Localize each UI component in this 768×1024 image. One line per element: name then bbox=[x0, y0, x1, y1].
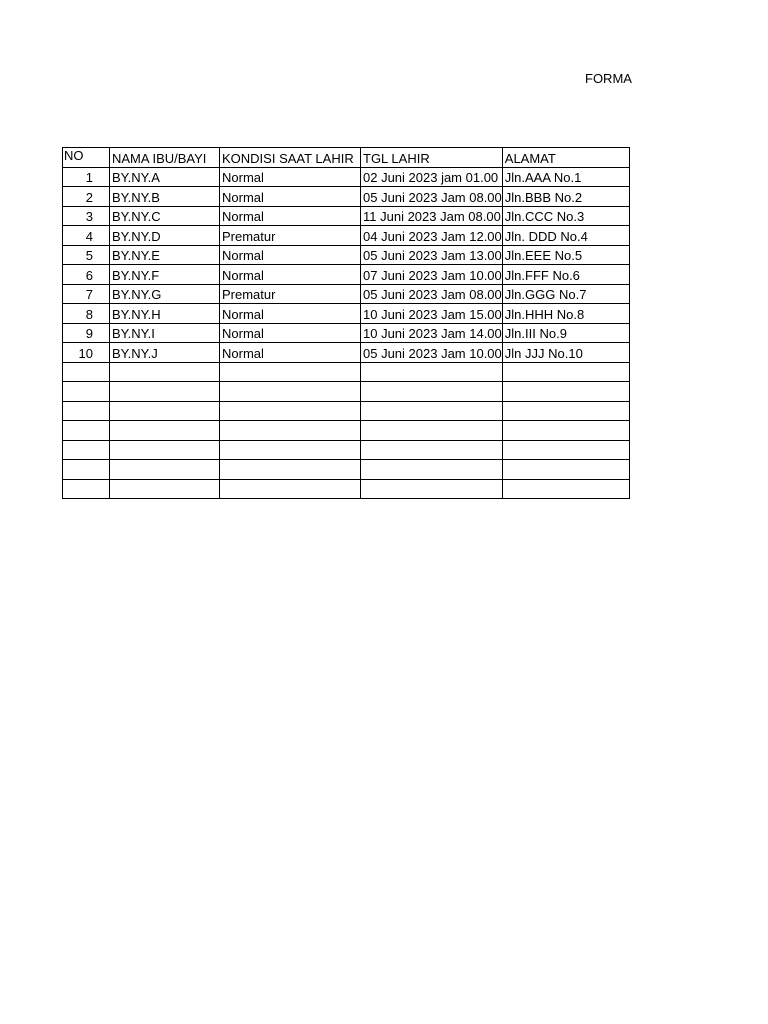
table-row bbox=[63, 265, 630, 285]
cell-kondisi bbox=[220, 401, 361, 421]
cell-kondisi: Normal bbox=[220, 323, 361, 343]
table-row bbox=[63, 226, 630, 246]
cell-tgl-lahir bbox=[361, 401, 503, 421]
cell-alamat: Jln.CCC No.3 bbox=[502, 206, 629, 226]
cell-tgl-lahir: 07 Juni 2023 Jam 10.00 bbox=[361, 265, 503, 285]
cell-no: 4 bbox=[63, 226, 110, 246]
cell-nama: BY.NY.C bbox=[110, 206, 220, 226]
cell-alamat bbox=[502, 421, 629, 441]
cell-nama: BY.NY.H bbox=[110, 304, 220, 324]
table-row bbox=[63, 187, 630, 207]
cell-kondisi bbox=[220, 460, 361, 480]
cell-nama: BY.NY.B bbox=[110, 187, 220, 207]
cell-tgl-lahir: 05 Juni 2023 Jam 08.00 bbox=[361, 284, 503, 304]
cell-tgl-lahir bbox=[361, 382, 503, 402]
cell-kondisi bbox=[220, 382, 361, 402]
cell-alamat: Jln.III No.9 bbox=[502, 323, 629, 343]
cell-kondisi: Normal bbox=[220, 187, 361, 207]
cell-no bbox=[63, 460, 110, 480]
cell-kondisi: Normal bbox=[220, 343, 361, 363]
header-tgl-lahir: TGL LAHIR bbox=[361, 148, 503, 168]
cell-alamat bbox=[502, 460, 629, 480]
cell-alamat: Jln.FFF No.6 bbox=[502, 265, 629, 285]
cell-kondisi bbox=[220, 421, 361, 441]
table-row bbox=[63, 401, 630, 421]
cell-tgl-lahir bbox=[361, 440, 503, 460]
cell-tgl-lahir: 11 Juni 2023 Jam 08.00 bbox=[361, 206, 503, 226]
table-row bbox=[63, 304, 630, 324]
cell-alamat: Jln. DDD No.4 bbox=[502, 226, 629, 246]
cell-tgl-lahir bbox=[361, 362, 503, 382]
cell-tgl-lahir: 04 Juni 2023 Jam 12.00 bbox=[361, 226, 503, 246]
cell-no bbox=[63, 401, 110, 421]
cell-kondisi: Normal bbox=[220, 245, 361, 265]
table-row bbox=[63, 382, 630, 402]
cell-no bbox=[63, 362, 110, 382]
cell-nama: BY.NY.A bbox=[110, 167, 220, 187]
cell-no: 9 bbox=[63, 323, 110, 343]
table-row bbox=[63, 343, 630, 363]
table-row bbox=[63, 362, 630, 382]
header-no: NO bbox=[63, 148, 110, 168]
cell-tgl-lahir: 02 Juni 2023 jam 01.00 bbox=[361, 167, 503, 187]
cell-nama bbox=[110, 362, 220, 382]
table-row bbox=[63, 479, 630, 499]
table-row bbox=[63, 440, 630, 460]
cell-no: 10 bbox=[63, 343, 110, 363]
cell-alamat bbox=[502, 401, 629, 421]
cell-alamat bbox=[502, 440, 629, 460]
cell-nama bbox=[110, 440, 220, 460]
cell-nama bbox=[110, 479, 220, 499]
cell-nama: BY.NY.G bbox=[110, 284, 220, 304]
cell-kondisi: Prematur bbox=[220, 284, 361, 304]
cell-no: 1 bbox=[63, 167, 110, 187]
cell-tgl-lahir bbox=[361, 479, 503, 499]
cell-no bbox=[63, 382, 110, 402]
page-heading: FORMA bbox=[585, 71, 632, 86]
cell-tgl-lahir: 05 Juni 2023 Jam 08.00 bbox=[361, 187, 503, 207]
table-row bbox=[63, 460, 630, 480]
cell-alamat bbox=[502, 479, 629, 499]
cell-tgl-lahir: 05 Juni 2023 Jam 10.00 bbox=[361, 343, 503, 363]
table-row bbox=[63, 421, 630, 441]
cell-nama: BY.NY.I bbox=[110, 323, 220, 343]
cell-tgl-lahir bbox=[361, 460, 503, 480]
header-nama-ibu-bayi: NAMA IBU/BAYI bbox=[110, 148, 220, 168]
cell-tgl-lahir bbox=[361, 421, 503, 441]
cell-no bbox=[63, 440, 110, 460]
cell-tgl-lahir: 10 Juni 2023 Jam 14.00 bbox=[361, 323, 503, 343]
cell-nama bbox=[110, 382, 220, 402]
cell-nama bbox=[110, 401, 220, 421]
cell-no: 7 bbox=[63, 284, 110, 304]
cell-kondisi bbox=[220, 362, 361, 382]
cell-no: 5 bbox=[63, 245, 110, 265]
cell-nama: BY.NY.J bbox=[110, 343, 220, 363]
cell-no bbox=[63, 421, 110, 441]
cell-kondisi: Prematur bbox=[220, 226, 361, 246]
cell-kondisi bbox=[220, 440, 361, 460]
cell-no bbox=[63, 479, 110, 499]
cell-tgl-lahir: 10 Juni 2023 Jam 15.00 bbox=[361, 304, 503, 324]
cell-kondisi: Normal bbox=[220, 265, 361, 285]
cell-nama: BY.NY.E bbox=[110, 245, 220, 265]
table-row bbox=[63, 245, 630, 265]
cell-no: 8 bbox=[63, 304, 110, 324]
cell-alamat: Jln.BBB No.2 bbox=[502, 187, 629, 207]
header-kondisi-saat-lahir: KONDISI SAAT LAHIR bbox=[220, 148, 361, 168]
cell-alamat bbox=[502, 362, 629, 382]
cell-tgl-lahir: 05 Juni 2023 Jam 13.00 bbox=[361, 245, 503, 265]
cell-nama: BY.NY.F bbox=[110, 265, 220, 285]
table-row bbox=[63, 206, 630, 226]
cell-alamat: Jln JJJ No.10 bbox=[502, 343, 629, 363]
cell-alamat: Jln.EEE No.5 bbox=[502, 245, 629, 265]
cell-kondisi bbox=[220, 479, 361, 499]
table-row bbox=[63, 167, 630, 187]
header-alamat: ALAMAT bbox=[502, 148, 629, 168]
cell-no: 6 bbox=[63, 265, 110, 285]
cell-kondisi: Normal bbox=[220, 206, 361, 226]
cell-alamat: Jln.HHH No.8 bbox=[502, 304, 629, 324]
table-row bbox=[63, 284, 630, 304]
table-row bbox=[63, 323, 630, 343]
cell-nama bbox=[110, 421, 220, 441]
cell-no: 3 bbox=[63, 206, 110, 226]
cell-nama: BY.NY.D bbox=[110, 226, 220, 246]
table-header-row bbox=[63, 148, 630, 168]
birth-register-table bbox=[62, 147, 630, 499]
cell-alamat bbox=[502, 382, 629, 402]
cell-alamat: Jln.GGG No.7 bbox=[502, 284, 629, 304]
cell-no: 2 bbox=[63, 187, 110, 207]
cell-kondisi: Normal bbox=[220, 304, 361, 324]
cell-nama bbox=[110, 460, 220, 480]
cell-alamat: Jln.AAA No.1 bbox=[502, 167, 629, 187]
cell-kondisi: Normal bbox=[220, 167, 361, 187]
